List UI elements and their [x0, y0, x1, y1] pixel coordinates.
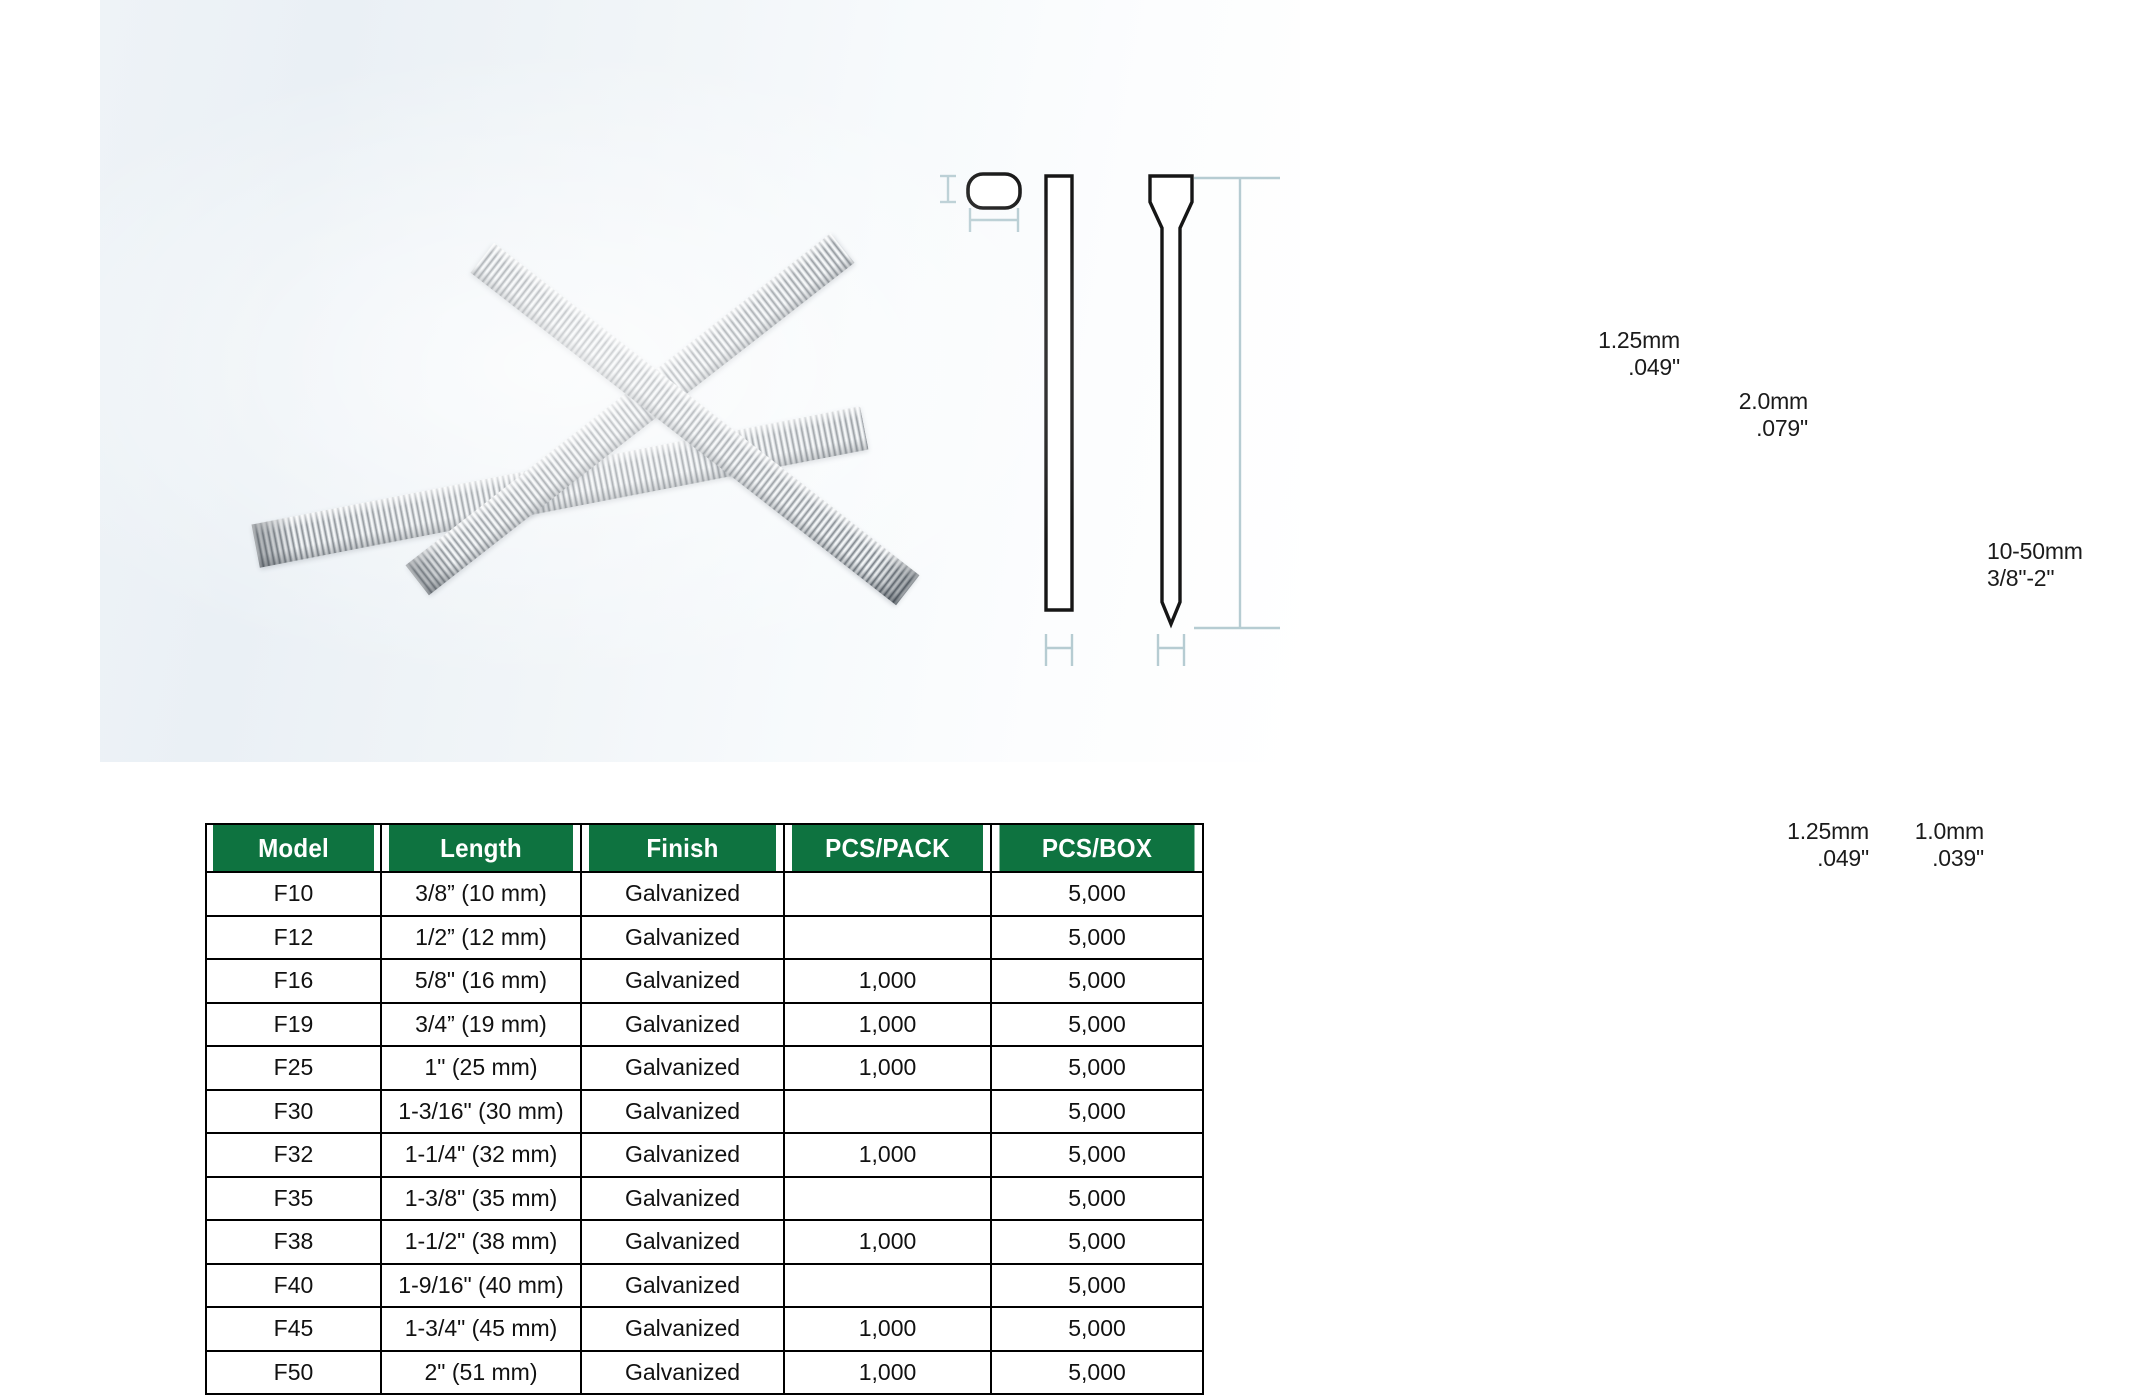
cell-model: F45 [206, 1307, 381, 1351]
cross-section-shape [968, 174, 1020, 208]
cell-model: F10 [206, 872, 381, 916]
cell-length: 1-1/4" (32 mm) [381, 1133, 581, 1177]
cell-model: F35 [206, 1177, 381, 1221]
cell-length: 1-3/16" (30 mm) [381, 1090, 581, 1134]
cell-pcs-pack [784, 1264, 991, 1308]
column-header-length: Length [388, 824, 574, 872]
cell-finish: Galvanized [581, 916, 784, 960]
cell-length: 2" (51 mm) [381, 1351, 581, 1395]
cell-model: F50 [206, 1351, 381, 1395]
nail-front-view [1150, 176, 1192, 624]
cell-pcs-box: 5,000 [991, 1264, 1203, 1308]
cell-model: F38 [206, 1220, 381, 1264]
cell-pcs-pack [784, 1177, 991, 1221]
side-view-width-label: 1.25mm .049" [1787, 818, 1869, 872]
cell-model: F40 [206, 1264, 381, 1308]
cell-pcs-box: 5,000 [991, 1220, 1203, 1264]
cell-finish: Galvanized [581, 1264, 784, 1308]
cell-model: F30 [206, 1090, 381, 1134]
table-row [206, 1351, 1203, 1395]
cell-length: 1" (25 mm) [381, 1046, 581, 1090]
cell-length: 3/4” (19 mm) [381, 1003, 581, 1047]
cell-finish: Galvanized [581, 1003, 784, 1047]
table-row [206, 1307, 1203, 1351]
cell-pcs-pack [784, 1090, 991, 1134]
cell-model: F25 [206, 1046, 381, 1090]
nail-length-range-label: 10-50mm 3/8"-2" [1987, 538, 2083, 592]
cell-finish: Galvanized [581, 1177, 784, 1221]
cell-finish: Galvanized [581, 1220, 784, 1264]
cell-pcs-box: 5,000 [991, 1090, 1203, 1134]
cell-length: 1-9/16" (40 mm) [381, 1264, 581, 1308]
cell-pcs-pack: 1,000 [784, 1307, 991, 1351]
table-row [206, 1133, 1203, 1177]
cell-finish: Galvanized [581, 1046, 784, 1090]
table-row [206, 872, 1203, 916]
table-row [206, 1090, 1203, 1134]
cell-length: 1-3/8" (35 mm) [381, 1177, 581, 1221]
cell-model: F32 [206, 1133, 381, 1177]
nail-strip [406, 233, 855, 595]
cell-finish: Galvanized [581, 1307, 784, 1351]
table-body [206, 872, 1203, 1394]
cell-pcs-pack: 1,000 [784, 1003, 991, 1047]
cell-pcs-pack: 1,000 [784, 1133, 991, 1177]
table-row [206, 959, 1203, 1003]
column-header-pcs-box: PCS/BOX [998, 824, 1195, 872]
cell-finish: Galvanized [581, 872, 784, 916]
table-row [206, 1003, 1203, 1047]
cell-pcs-box: 5,000 [991, 1307, 1203, 1351]
specification-table [205, 823, 1204, 1395]
table-row [206, 1046, 1203, 1090]
column-header-model: Model [212, 824, 375, 872]
front-view-width-label: 1.0mm .039" [1914, 818, 1984, 872]
cell-length: 1/2” (12 mm) [381, 916, 581, 960]
cell-length: 5/8" (16 mm) [381, 959, 581, 1003]
column-header-pcs-pack: PCS/PACK [791, 824, 984, 872]
cell-length: 1-3/4" (45 mm) [381, 1307, 581, 1351]
cross-section-width-label: 2.0mm .079" [1738, 388, 1808, 442]
table-row [206, 1264, 1203, 1308]
cell-pcs-box: 5,000 [991, 916, 1203, 960]
cell-pcs-box: 5,000 [991, 1351, 1203, 1395]
cell-model: F12 [206, 916, 381, 960]
cell-pcs-pack [784, 872, 991, 916]
table-row [206, 1177, 1203, 1221]
cell-model: F16 [206, 959, 381, 1003]
cell-finish: Galvanized [581, 1090, 784, 1134]
cell-finish: Galvanized [581, 959, 784, 1003]
table-row [206, 916, 1203, 960]
cell-pcs-pack: 1,000 [784, 1351, 991, 1395]
cell-pcs-pack: 1,000 [784, 1220, 991, 1264]
cross-section-thickness-label: 1.25mm .049" [1598, 327, 1680, 381]
cell-length: 1-1/2" (38 mm) [381, 1220, 581, 1264]
cell-pcs-pack: 1,000 [784, 1046, 991, 1090]
cell-length: 3/8” (10 mm) [381, 872, 581, 916]
cell-pcs-box: 5,000 [991, 872, 1203, 916]
cell-pcs-pack [784, 916, 991, 960]
nail-side-view [1046, 176, 1072, 610]
cell-pcs-box: 5,000 [991, 1003, 1203, 1047]
cell-pcs-box: 5,000 [991, 1177, 1203, 1221]
column-header-finish: Finish [588, 824, 777, 872]
cell-pcs-box: 5,000 [991, 959, 1203, 1003]
table-row [206, 1220, 1203, 1264]
cell-finish: Galvanized [581, 1351, 784, 1395]
cell-finish: Galvanized [581, 1133, 784, 1177]
cell-pcs-pack: 1,000 [784, 959, 991, 1003]
cell-pcs-box: 5,000 [991, 1046, 1203, 1090]
cell-pcs-box: 5,000 [991, 1133, 1203, 1177]
table-header-row [206, 824, 1203, 872]
cell-model: F19 [206, 1003, 381, 1047]
